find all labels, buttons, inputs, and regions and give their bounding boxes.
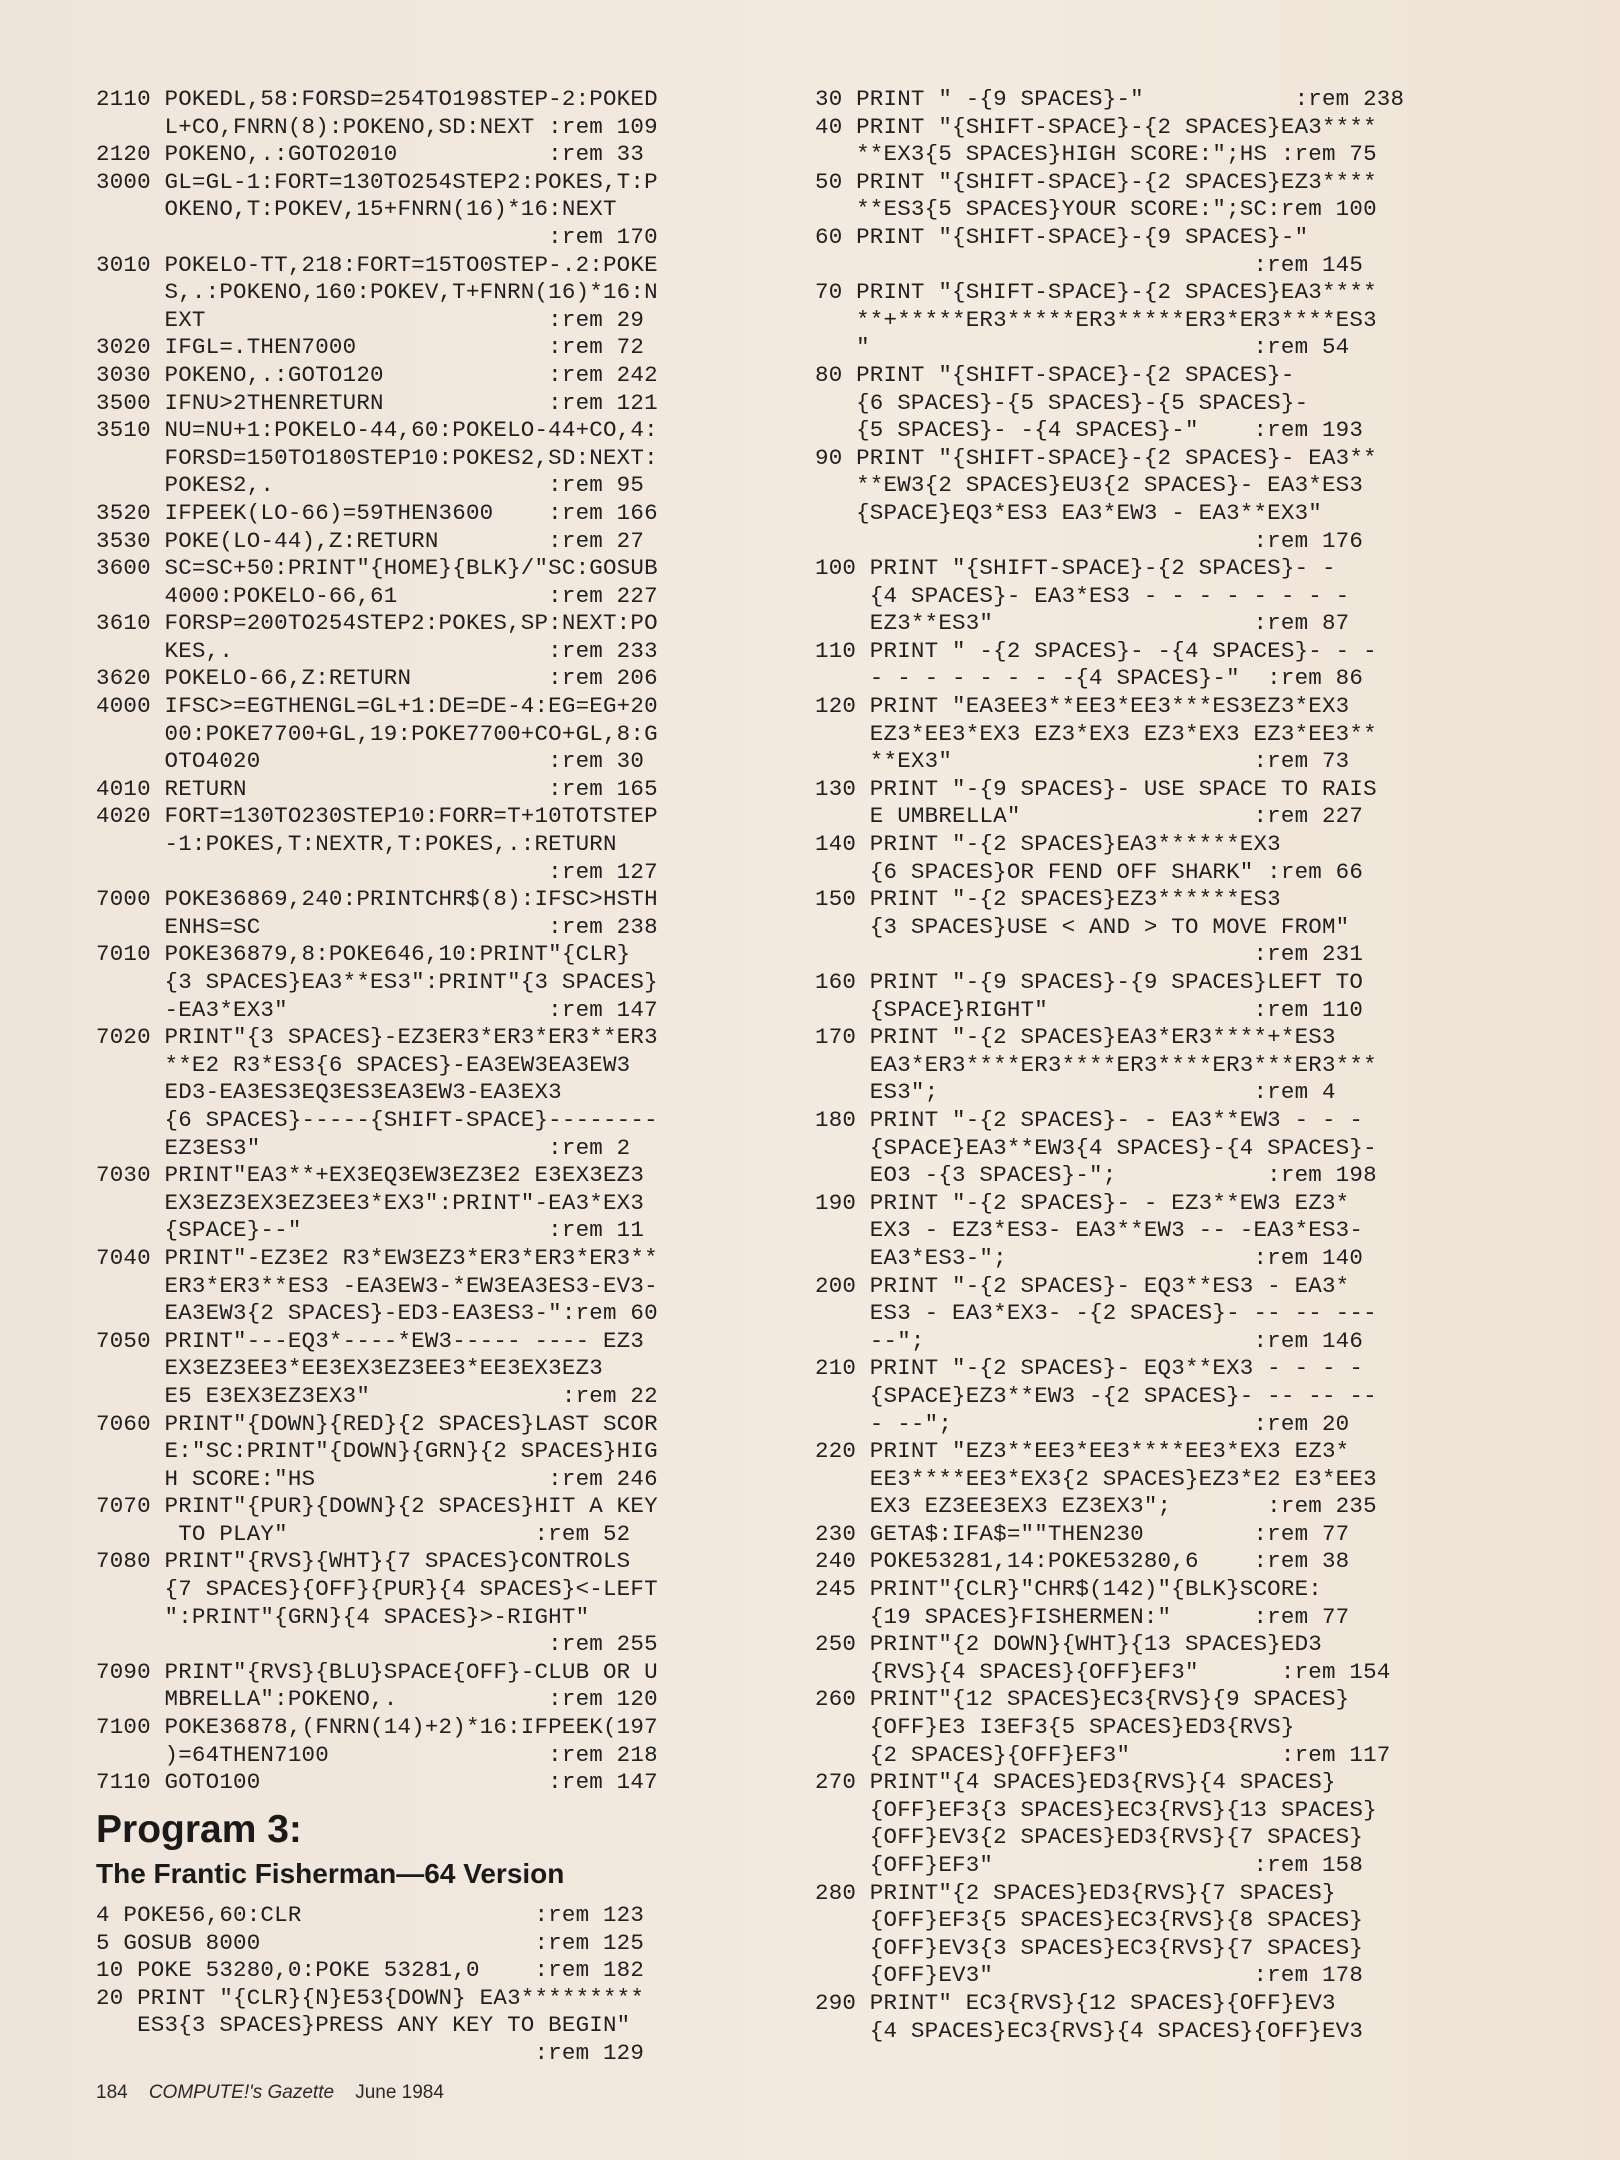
listing-line: :rem 231 (815, 941, 1364, 968)
listing-line: - --"; :rem 20 (815, 1410, 1350, 1437)
listing-line: 3620 POKELO-66,Z:RETURN :rem 206 (96, 665, 658, 692)
listing-line: 230 GETA$:IFA$=""THEN230 :rem 77 (815, 1520, 1350, 1547)
listing-line: 290 PRINT" EC3{RVS}{12 SPACES}{OFF}EV3 (815, 1989, 1336, 2016)
listing-line: :rem 176 (815, 527, 1364, 554)
listing-line: 7070 PRINT"{PUR}{DOWN}{2 SPACES}HIT A KEY (96, 1493, 658, 1520)
listing-line: 2120 POKENO,.:GOTO2010 :rem 33 (96, 141, 645, 168)
listing-line: L+CO,FNRN(8):POKENO,SD:NEXT :rem 109 (96, 113, 658, 140)
listing-line: 7050 PRINT"---EQ3*----*EW3----- ---- EZ3 (96, 1327, 645, 1354)
listing-line: 7100 POKE36878,(FNRN(14)+2)*16:IFPEEK(197 (96, 1714, 658, 1741)
listing-line: {4 SPACES}- EA3*ES3 - - - - - - - - (815, 582, 1350, 609)
listing-line: 245 PRINT"{CLR}"CHR$(142)"{BLK}SCORE: (815, 1576, 1322, 1603)
listing-line: 7060 PRINT"{DOWN}{RED}{2 SPACES}LAST SCOR (96, 1410, 658, 1437)
listing-line: 60 PRINT "{SHIFT-SPACE}-{9 SPACES}-" (815, 223, 1309, 250)
listing-line: EA3*ES3-"; :rem 140 (815, 1244, 1364, 1271)
listing-line: 3000 GL=GL-1:FORT=130TO254STEP2:POKES,T:P (96, 168, 658, 195)
listing-line: MBRELLA":POKENO,. :rem 120 (96, 1686, 658, 1713)
listing-line: {OFF}EV3" :rem 178 (815, 1962, 1364, 1989)
listing-line: ":PRINT"{GRN}{4 SPACES}>-RIGHT" (96, 1603, 590, 1630)
listing-line: POKES2,. :rem 95 (96, 472, 645, 499)
listing-line: 200 PRINT "-{2 SPACES}- EQ3**ES3 - EA3* (815, 1272, 1350, 1299)
listing-line: 3500 IFNU>2THENRETURN :rem 121 (96, 389, 658, 416)
listing-line: {OFF}EF3" :rem 158 (815, 1852, 1364, 1878)
listing-line: 7030 PRINT"EA3**+EX3EQ3EW3EZ3E2 E3EX3EZ3 (96, 1162, 645, 1189)
listing-line: {6 SPACES}OR FEND OFF SHARK" :rem 66 (815, 858, 1364, 885)
listing-line: 00:POKE7700+GL,19:POKE7700+CO+GL,8:G (96, 720, 658, 747)
listing-line: -EA3*EX3" :rem 147 (96, 996, 658, 1023)
listing-line: EXT :rem 29 (96, 306, 645, 333)
listing-line: :rem 145 (815, 251, 1364, 278)
listing-line: KES,. :rem 233 (96, 637, 658, 664)
listing-line: -1:POKES,T:NEXTR,T:POKES,.:RETURN (96, 831, 617, 858)
listing-line: FORSD=150TO180STEP10:POKES2,SD:NEXT: (96, 444, 658, 471)
listing-line: {OFF}EF3{3 SPACES}EC3{RVS}{13 SPACES} (815, 1796, 1377, 1823)
listing-line: " :rem 54 (815, 334, 1350, 361)
listing-line: 50 PRINT "{SHIFT-SPACE}-{2 SPACES}EZ3**** (815, 168, 1377, 195)
listing-line: {SPACE}EA3**EW3{4 SPACES}-{4 SPACES}- (815, 1134, 1377, 1161)
magazine-name: COMPUTE!'s Gazette (148, 2082, 335, 2103)
listing-line: 210 PRINT "-{2 SPACES}- EQ3**EX3 - - - - (815, 1355, 1364, 1382)
listing-line: 7000 POKE36869,240:PRINTCHR$(8):IFSC>HSTH (96, 886, 658, 913)
program3-listing (96, 1902, 644, 2068)
listing-line: **ES3{5 SPACES}YOUR SCORE:";SC:rem 100 (815, 196, 1377, 223)
listing-line: **EX3{5 SPACES}HIGH SCORE:";HS :rem 75 (815, 141, 1377, 168)
listing-line: 100 PRINT "{SHIFT-SPACE}-{2 SPACES}- - (815, 555, 1336, 582)
listing-line: EX3 - EZ3*ES3- EA3**EW3 -- -EA3*ES3- (815, 1217, 1364, 1244)
listing-line: 20 PRINT "{CLR}{N}E53{DOWN} EA3********* (96, 1984, 645, 2011)
listing-line: 7040 PRINT"-EZ3E2 R3*EW3EZ3*ER3*ER3*ER3** (96, 1244, 658, 1271)
listing-line: 4010 RETURN :rem 165 (96, 775, 658, 802)
listing-line: EX3EZ3EE3*EE3EX3EZ3EE3*EE3EX3EZ3 (96, 1355, 603, 1382)
listing-line: 5 GOSUB 8000 :rem 125 (96, 1929, 645, 1956)
listing-line: EO3 -{3 SPACES}-"; :rem 198 (815, 1162, 1377, 1189)
listing-line: 3610 FORSP=200TO254STEP2:POKES,SP:NEXT:PO (96, 610, 658, 637)
listing-line: TO PLAY" :rem 52 (96, 1520, 631, 1547)
listing-line: :rem 255 (96, 1631, 658, 1658)
listing-line: 190 PRINT "-{2 SPACES}- - EZ3**EW3 EZ3* (815, 1189, 1350, 1216)
listing-line: **E2 R3*ES3{6 SPACES}-EA3EW3EA3EW3 (96, 1051, 631, 1078)
right-listing-column (815, 86, 1505, 2045)
listing-line: ER3*ER3**ES3 -EA3EW3-*EW3EA3ES3-EV3- (96, 1272, 658, 1299)
listing-line: 3530 POKE(LO-44),Z:RETURN :rem 27 (96, 527, 645, 554)
left-listing-column (96, 86, 796, 1797)
listing-line: EZ3**ES3" :rem 87 (815, 610, 1350, 637)
listing-line: E5 E3EX3EZ3EX3" :rem 22 (96, 1382, 658, 1409)
listing-line: ES3 - EA3*EX3- -{2 SPACES}- -- -- --- (815, 1300, 1377, 1327)
listing-line: {OFF}E3 I3EF3{5 SPACES}ED3{RVS} (815, 1714, 1295, 1741)
listing-line: {RVS}{4 SPACES}{OFF}EF3" :rem 154 (815, 1658, 1391, 1685)
listing-line: {OFF}EV3{3 SPACES}EC3{RVS}{7 SPACES} (815, 1934, 1364, 1961)
listing-line: {OFF}EF3{5 SPACES}EC3{RVS}{8 SPACES} (815, 1907, 1364, 1934)
listing-line: {6 SPACES}-{5 SPACES}-{5 SPACES}- (815, 389, 1309, 416)
listing-line: 240 POKE53281,14:POKE53280,6 :rem 38 (815, 1548, 1350, 1575)
listing-line: EE3****EE3*EX3{2 SPACES}EZ3*E2 E3*EE3 (815, 1465, 1377, 1492)
listing-line: 120 PRINT "EA3EE3**EE3*EE3***ES3EZ3*EX3 (815, 693, 1350, 720)
listing-line: {3 SPACES}EA3**ES3":PRINT"{3 SPACES} (96, 969, 658, 995)
listing-line: 7020 PRINT"{3 SPACES}-EZ3ER3*ER3*ER3**ER3 (96, 1024, 658, 1051)
listing-line: ED3-EA3ES3EQ3ES3EA3EW3-EA3EX3 (96, 1079, 562, 1106)
page-footer (96, 2082, 444, 2104)
listing-line: {2 SPACES}{OFF}EF3" :rem 117 (815, 1741, 1391, 1768)
issue-date: June 1984 (355, 2082, 444, 2103)
listing-line: 220 PRINT "EZ3**EE3*EE3****EE3*EX3 EZ3* (815, 1438, 1350, 1465)
listing-line: {3 SPACES}USE < AND > TO MOVE FROM" (815, 913, 1350, 940)
listing-line: :rem 127 (96, 858, 658, 885)
listing-line: 130 PRINT "-{9 SPACES}- USE SPACE TO RAIS (815, 775, 1377, 802)
listing-line: ES3{3 SPACES}PRESS ANY KEY TO BEGIN" (96, 2012, 631, 2039)
listing-line: 3020 IFGL=.THEN7000 :rem 72 (96, 334, 645, 361)
listing-line: EZ3*EE3*EX3 EZ3*EX3 EZ3*EX3 EZ3*EE3** (815, 720, 1377, 747)
listing-line: S,.:POKENO,160:POKEV,T+FNRN(16)*16:N (96, 279, 658, 306)
listing-line: - - - - - - - -{4 SPACES}-" :rem 86 (815, 665, 1364, 692)
listing-line: 7090 PRINT"{RVS}{BLU}SPACE{OFF}-CLUB OR U (96, 1658, 658, 1685)
listing-line: 160 PRINT "-{9 SPACES}-{9 SPACES}LEFT TO (815, 969, 1364, 995)
listing-line: :rem 170 (96, 223, 658, 250)
listing-line: EZ3ES3" :rem 2 (96, 1134, 631, 1161)
listing-line: 3510 NU=NU+1:POKELO-44,60:POKELO-44+CO,4: (96, 417, 658, 444)
listing-line: {SPACE}EZ3**EW3 -{2 SPACES}- -- -- -- (815, 1382, 1377, 1409)
listing-line: {5 SPACES}- -{4 SPACES}-" :rem 193 (815, 417, 1364, 444)
listing-line: {4 SPACES}EC3{RVS}{4 SPACES}{OFF}EV3 (815, 2017, 1364, 2044)
listing-line: 270 PRINT"{4 SPACES}ED3{RVS}{4 SPACES} (815, 1769, 1336, 1796)
listing-line: {OFF}EV3{2 SPACES}ED3{RVS}{7 SPACES} (815, 1824, 1364, 1851)
listing-line: {6 SPACES}-----{SHIFT-SPACE}-------- (96, 1106, 658, 1133)
program-subtitle: The Frantic Fisherman—64 Version (96, 1858, 565, 1889)
listing-line: **+*****ER3*****ER3*****ER3*ER3****ES3 (815, 306, 1377, 333)
listing-line: 30 PRINT " -{9 SPACES}-" :rem 238 (815, 86, 1405, 112)
listing-line: 110 PRINT " -{2 SPACES}- -{4 SPACES}- - - (815, 637, 1377, 664)
listing-line: EA3*ER3****ER3****ER3****ER3***ER3*** (815, 1051, 1377, 1078)
listing-line: {19 SPACES}FISHERMEN:" :rem 77 (815, 1603, 1350, 1630)
listing-line: **EW3{2 SPACES}EU3{2 SPACES}- EA3*ES3 (815, 472, 1364, 499)
listing-line: 7010 POKE36879,8:POKE646,10:PRINT"{CLR} (96, 941, 631, 968)
listing-line: 140 PRINT "-{2 SPACES}EA3******EX3 (815, 831, 1281, 858)
listing-line: **EX3" :rem 73 (815, 748, 1350, 775)
listing-line: 280 PRINT"{2 SPACES}ED3{RVS}{7 SPACES} (815, 1879, 1336, 1906)
listing-line: 90 PRINT "{SHIFT-SPACE}-{2 SPACES}- EA3** (815, 444, 1377, 471)
listing-line: {7 SPACES}{OFF}{PUR}{4 SPACES}<-LEFT (96, 1576, 658, 1603)
listing-line: 2110 POKEDL,58:FORSD=254TO198STEP-2:POKED (96, 86, 658, 112)
listing-line: {SPACE}--" :rem 11 (96, 1217, 645, 1244)
listing-line: )=64THEN7100 :rem 218 (96, 1741, 658, 1768)
listing-line: 170 PRINT "-{2 SPACES}EA3*ER3****+*ES3 (815, 1024, 1336, 1051)
listing-line: 3520 IFPEEK(LO-66)=59THEN3600 :rem 166 (96, 499, 658, 526)
listing-line: 3010 POKELO-TT,218:FORT=15TO0STEP-.2:POKE (96, 251, 658, 278)
listing-line: 70 PRINT "{SHIFT-SPACE}-{2 SPACES}EA3**** (815, 279, 1377, 306)
listing-line: 7080 PRINT"{RVS}{WHT}{7 SPACES}CONTROLS (96, 1548, 631, 1575)
listing-line: EX3 EZ3EE3EX3 EZ3EX3"; :rem 235 (815, 1493, 1377, 1520)
listing-line: ES3"; :rem 4 (815, 1079, 1336, 1106)
listing-line: 7110 GOTO100 :rem 147 (96, 1769, 658, 1796)
listing-line: E UMBRELLA" :rem 227 (815, 803, 1364, 830)
listing-line: E:"SC:PRINT"{DOWN}{GRN}{2 SPACES}HIG (96, 1438, 658, 1465)
listing-line: 150 PRINT "-{2 SPACES}EZ3******ES3 (815, 886, 1281, 913)
page-number: 184 (96, 2082, 128, 2103)
listing-line: 3030 POKENO,.:GOTO120 :rem 242 (96, 361, 658, 388)
listing-line: 4000 IFSC>=EGTHENGL=GL+1:DE=DE-4:EG=EG+20 (96, 693, 658, 720)
listing-line: 260 PRINT"{12 SPACES}EC3{RVS}{9 SPACES} (815, 1686, 1350, 1713)
listing-line: 4020 FORT=130TO230STEP10:FORR=T+10TOTSTEP (96, 803, 658, 830)
listing-line: 3600 SC=SC+50:PRINT"{HOME}{BLK}/"SC:GOSUB (96, 555, 658, 582)
listing-line: 4 POKE56,60:CLR :rem 123 (96, 1902, 645, 1928)
listing-line: ENHS=SC :rem 238 (96, 913, 658, 940)
listing-line: {SPACE}EQ3*ES3 EA3*EW3 - EA3**EX3" (815, 499, 1322, 526)
listing-line: EX3EZ3EX3EZ3EE3*EX3":PRINT"-EA3*EX3 (96, 1189, 645, 1216)
listing-line: 40 PRINT "{SHIFT-SPACE}-{2 SPACES}EA3**** (815, 113, 1377, 140)
listing-line: 4000:POKELO-66,61 :rem 227 (96, 582, 658, 609)
listing-line: :rem 129 (96, 2039, 645, 2066)
listing-line: --"; :rem 146 (815, 1327, 1364, 1354)
listing-line: H SCORE:"HS :rem 246 (96, 1465, 658, 1492)
listing-line: {SPACE}RIGHT" :rem 110 (815, 996, 1364, 1023)
listing-line: 180 PRINT "-{2 SPACES}- - EA3**EW3 - - - (815, 1106, 1364, 1133)
listing-line: OTO4020 :rem 30 (96, 748, 645, 775)
listing-line: EA3EW3{2 SPACES}-ED3-EA3ES3-":rem 60 (96, 1300, 658, 1327)
listing-line: 250 PRINT"{2 DOWN}{WHT}{13 SPACES}ED3 (815, 1631, 1322, 1658)
listing-line: 10 POKE 53280,0:POKE 53281,0 :rem 182 (96, 1957, 645, 1984)
program-title: Program 3: (96, 1808, 302, 1851)
listing-line: OKENO,T:POKEV,15+FNRN(16)*16:NEXT (96, 196, 617, 223)
listing-line: 80 PRINT "{SHIFT-SPACE}-{2 SPACES}- (815, 361, 1295, 388)
